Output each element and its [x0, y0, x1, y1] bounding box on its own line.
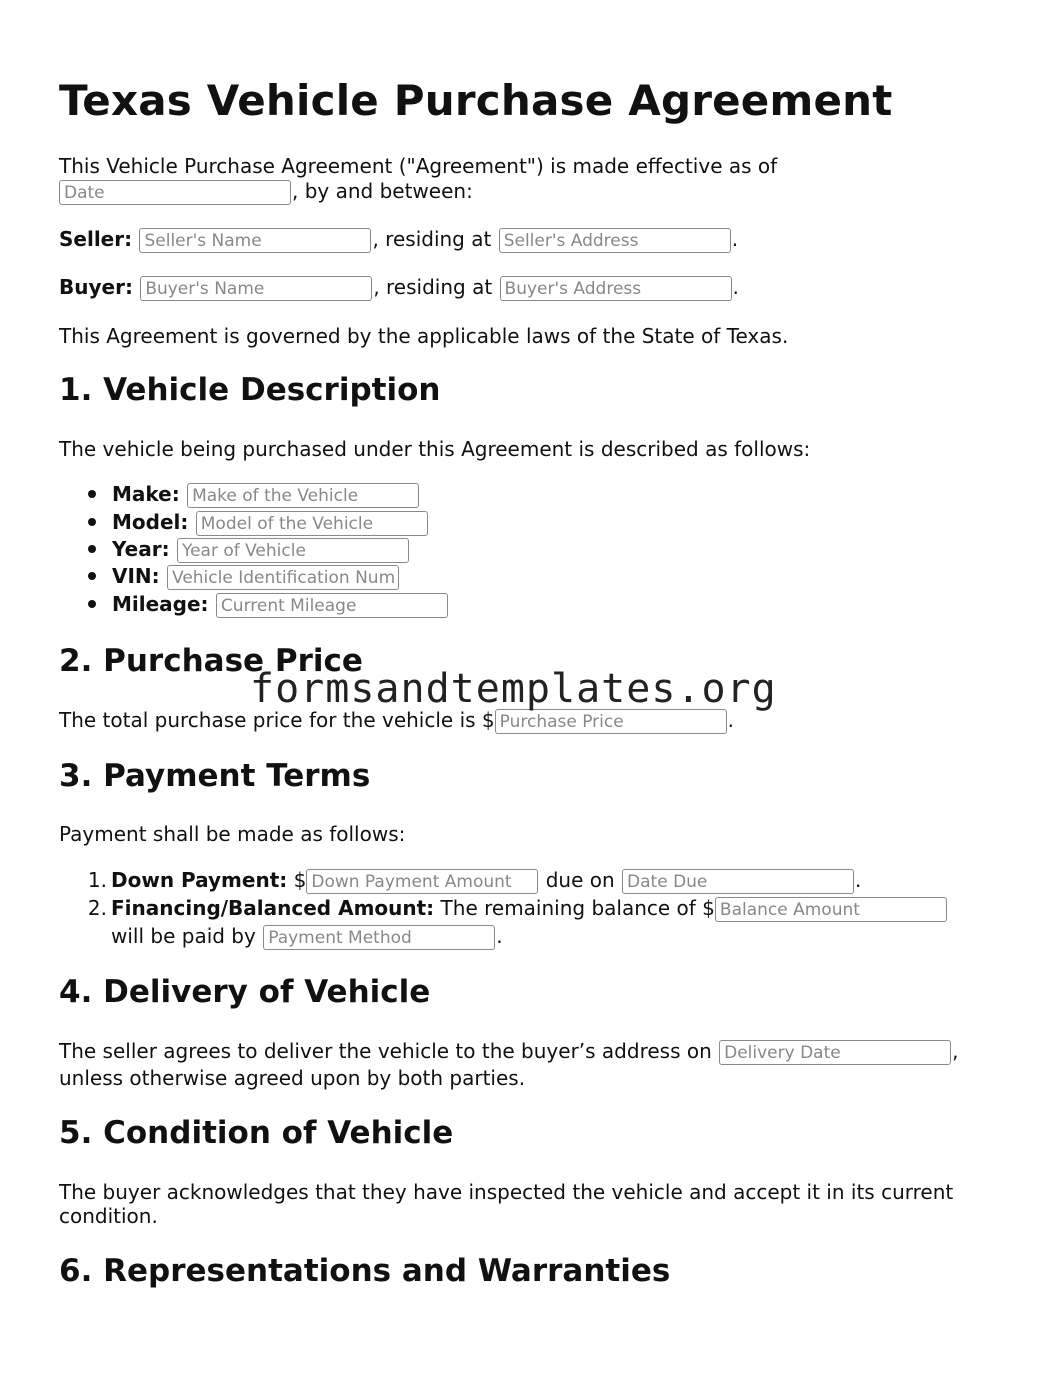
buyer-address-field[interactable] [500, 276, 732, 301]
seller-line [59, 227, 738, 253]
buyer-end: . [732, 275, 739, 299]
down-payment-dollar: $ [293, 868, 307, 892]
condition-text: The buyer acknowledges that they have inspected the vehicle and accept it in its current [59, 1180, 954, 1204]
seller-residing-text: , residing at [372, 227, 492, 251]
bullet [88, 545, 96, 553]
payment-method-field[interactable] [263, 925, 495, 950]
page-title: Texas Vehicle Purchase Agreement [59, 76, 893, 125]
list-item [88, 482, 420, 508]
list-item [88, 510, 429, 536]
section-2-heading: 2. Purchase Price [59, 643, 363, 679]
year-field[interactable] [177, 538, 409, 563]
due-on-text: due on [545, 868, 615, 892]
down-payment-amount-field[interactable] [306, 869, 538, 894]
list-item [88, 592, 449, 618]
delivery-text: The seller agrees to deliver the vehicle to the buyer’s address on [59, 1039, 712, 1063]
purchase-price-field[interactable] [495, 709, 727, 734]
paid-by-line [111, 924, 503, 950]
year-label: Year: [112, 537, 170, 561]
section-4-heading: 4. Delivery of Vehicle [59, 974, 431, 1010]
list-item [88, 564, 400, 590]
bullet [88, 490, 96, 498]
purchase-price-text: The total purchase price for the vehicle is $ [59, 708, 495, 732]
watermark-text: formsandtemplates.org [250, 666, 777, 712]
intro-line [59, 154, 777, 178]
make-field[interactable] [187, 483, 419, 508]
down-payment-label: Down Payment: [111, 868, 288, 892]
model-label: Model: [112, 510, 189, 534]
mileage-field[interactable] [216, 593, 448, 618]
seller-label: Seller: [59, 227, 133, 251]
buyer-line [59, 275, 739, 301]
buyer-label: Buyer: [59, 275, 133, 299]
buyer-name-field[interactable] [140, 276, 372, 301]
seller-address-field[interactable] [499, 228, 731, 253]
section-5-heading: 5. Condition of Vehicle [59, 1115, 454, 1151]
payment-method-end: . [496, 924, 503, 948]
down-payment-end: . [855, 868, 862, 892]
governing-law-text: This Agreement is governed by the applicable laws of the State of Texas. [59, 324, 789, 348]
section-6-heading: 6. Representations and Warranties [59, 1253, 671, 1289]
balance-amount-field[interactable] [715, 897, 947, 922]
agreement-date-field[interactable] [59, 180, 291, 205]
mileage-label: Mileage: [112, 592, 209, 616]
remaining-balance-text: The remaining balance of $ [440, 896, 715, 920]
make-label: Make: [112, 482, 180, 506]
list-item [88, 537, 410, 563]
bullet [88, 518, 96, 526]
list-item [81, 868, 861, 894]
section-1-text: The vehicle being purchased under this Agreement is described as follows: [59, 437, 811, 461]
section-3-text: Payment shall be made as follows: [59, 822, 406, 846]
section-3-heading: 3. Payment Terms [59, 758, 371, 794]
buyer-residing-text: , residing at [373, 275, 493, 299]
model-field[interactable] [196, 511, 428, 536]
bullet [88, 572, 96, 580]
item-number: 1. [87, 868, 107, 892]
list-item [81, 896, 948, 922]
seller-end: . [731, 227, 739, 251]
paid-by-text: will be paid by [111, 924, 256, 948]
bullet [88, 600, 96, 608]
down-payment-date-field[interactable] [622, 869, 854, 894]
intro-text: This Vehicle Purchase Agreement ("Agreement") is made effective as of [59, 154, 778, 178]
intro-suffix: , by and between: [292, 179, 473, 203]
delivery-text-2: unless otherwise agreed upon by both parties. [59, 1066, 526, 1090]
seller-name-field[interactable] [139, 228, 371, 253]
delivery-comma: , [952, 1039, 959, 1063]
condition-text-2: condition. [59, 1204, 158, 1228]
intro-date-line [59, 179, 473, 205]
financing-label: Financing/Balanced Amount: [111, 896, 435, 920]
vin-field[interactable] [167, 565, 399, 590]
vin-label: VIN: [112, 564, 160, 588]
purchase-price-end: . [727, 708, 734, 732]
item-number: 2. [87, 896, 107, 920]
section-1-heading: 1. Vehicle Description [59, 372, 441, 408]
delivery-date-field[interactable] [719, 1040, 951, 1065]
delivery-line [59, 1039, 958, 1065]
